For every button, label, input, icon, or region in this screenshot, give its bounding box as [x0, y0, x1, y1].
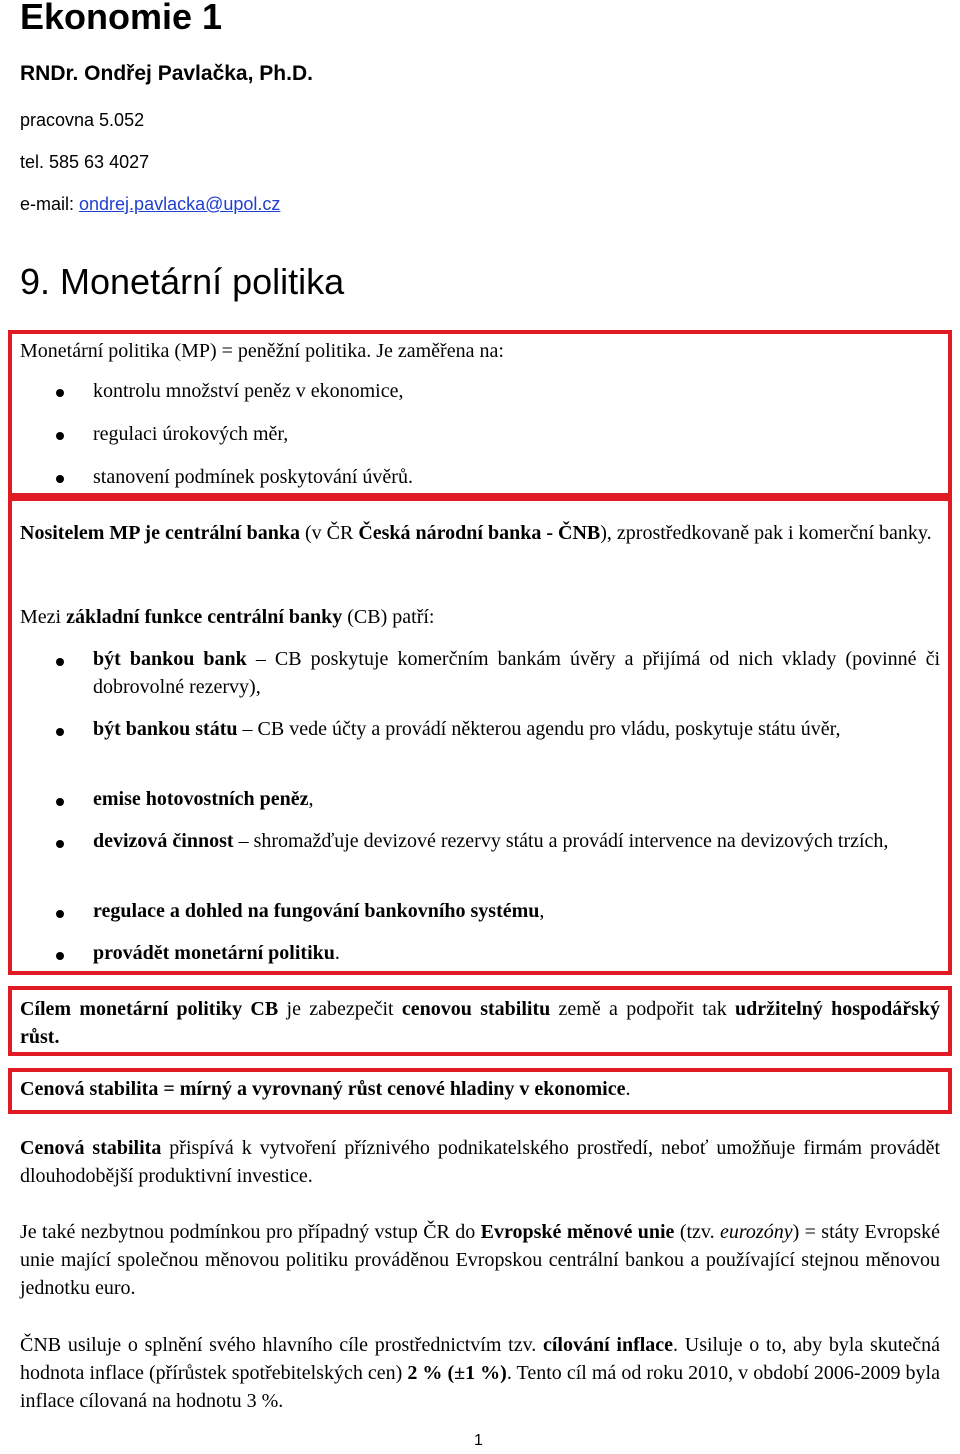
cb-function-item: [93, 645, 940, 701]
text-bold: Nositelem MP je centrální banka: [20, 522, 300, 544]
text-bold: základní funkce centrální banky: [66, 606, 343, 628]
mp-item-2: regulaci úrokových měr,: [93, 423, 289, 445]
author-name: RNDr. Ondřej Pavlačka, Ph.D.: [20, 62, 313, 85]
bullet: [56, 658, 64, 666]
text-bold: Evropské měnové unie: [480, 1221, 675, 1243]
text: . Tento cíl má od roku 2010, v období 2006-2009 byla inflace cílovaná na hodnotu 3 %.: [20, 1362, 940, 1412]
text: ,: [308, 788, 314, 810]
text: Je také nezbytnou podmínkou pro případný vstup ČR do: [20, 1221, 481, 1243]
bullet: [56, 840, 64, 848]
text-bold: Cenová stabilita = mírný a vyrovnaný růst cenové hladiny v ekonomice: [20, 1078, 626, 1100]
phone-info: tel. 585 63 4027: [20, 152, 150, 172]
text: (CB) patří:: [342, 606, 435, 628]
page-number: 1: [474, 1432, 483, 1449]
cb-function-item: [93, 827, 940, 855]
text: ČNB usiluje o splnění svého hlavního cíle prostřednictvím tzv.: [20, 1334, 543, 1356]
cb-function-item: [93, 897, 940, 925]
mp-item-1: kontrolu množství peněz v ekonomice,: [93, 380, 404, 402]
mp-goal-text: [20, 995, 940, 1051]
office-info: pracovna 5.052: [20, 110, 145, 130]
text: Mezi: [20, 606, 67, 628]
text: je zabezpečit: [278, 998, 402, 1020]
text: (v ČR: [299, 522, 359, 544]
central-bank-functions-intro: [20, 603, 940, 631]
text-bold: regulace a dohled na fungování bankovního systému: [93, 900, 540, 922]
email-info: [20, 194, 280, 215]
central-bank-carrier: [20, 519, 940, 547]
text: – CB vede účty a provádí některou agendu pro vládu, poskytuje státu úvěr,: [237, 718, 841, 740]
text-bold: devizová činnost: [93, 830, 234, 852]
text: ), zprostředkovaně pak i komerční banky.: [600, 522, 932, 544]
text: . Usiluje o to, aby byla skutečná hodnota inflace (přírůstek spotřebitelských cen): [20, 1334, 940, 1384]
text: (tzv.: [674, 1221, 721, 1243]
email-link[interactable]: ondrej.pavlacka@upol.cz: [79, 194, 281, 214]
text-bold: udržitelný hospodářský růst.: [20, 998, 941, 1048]
paragraph-eurozone: [20, 1218, 940, 1302]
mp-intro: Monetární politika (MP) = peněžní politika. Je zaměřena na:: [20, 340, 504, 362]
text: .: [625, 1078, 631, 1100]
text-bold: být bankou státu: [93, 718, 238, 740]
bullet: [56, 475, 64, 483]
text-bold: emise hotovostních peněz: [93, 788, 309, 810]
mp-item-3: stanovení podmínek poskytování úvěrů.: [93, 466, 413, 488]
text-italic: eurozóny: [720, 1221, 793, 1243]
bullet: [56, 798, 64, 806]
bullet: [56, 728, 64, 736]
text: země a podpořit tak: [550, 998, 735, 1020]
text-bold: být bankou bank: [93, 648, 247, 670]
cb-function-item: [93, 715, 940, 743]
cb-function-item: [93, 785, 940, 813]
document-title: Ekonomie 1: [20, 0, 223, 37]
text-bold: Cenová stabilita: [20, 1137, 162, 1159]
text: ,: [539, 900, 545, 922]
cb-function-item: [93, 939, 940, 967]
price-stability-definition: [20, 1078, 631, 1101]
text-bold: cenovou stabilitu: [401, 998, 551, 1020]
text: – CB poskytuje komerčním bankám úvěry a přijímá od nich vklady (povinné či dobrovolné rezervy),: [93, 648, 941, 698]
paragraph-stability: [20, 1134, 940, 1190]
text-bold: 2 % (±1 %): [407, 1362, 507, 1384]
bullet: [56, 432, 64, 440]
bullet: [56, 952, 64, 960]
text: – shromažďuje devizové rezervy státu a provádí intervence na devizových trzích,: [233, 830, 889, 852]
email-label: e-mail:: [20, 194, 80, 214]
text-bold: Česká národní banka - ČNB: [358, 522, 601, 544]
text: .: [334, 942, 340, 964]
chapter-title: 9. Monetární politika: [20, 261, 345, 302]
text: přispívá k vytvoření příznivého podnikatelského prostředí, neboť umožňuje firmám provádět dlouhodobější produktivní investice.: [20, 1137, 941, 1187]
text-bold: provádět monetární politiku: [93, 942, 335, 964]
bullet: [56, 389, 64, 397]
bullet: [56, 910, 64, 918]
text-bold: Cílem monetární politiky CB: [20, 998, 279, 1020]
paragraph-inflation-targeting: [20, 1331, 940, 1415]
text: ) = státy Evropské unie mající společnou měnovou politiku prováděnou Evropskou centrální bankou a používající stejnou měnovou jednotku euro.: [20, 1221, 941, 1299]
text-bold: cílování inflace: [543, 1334, 674, 1356]
